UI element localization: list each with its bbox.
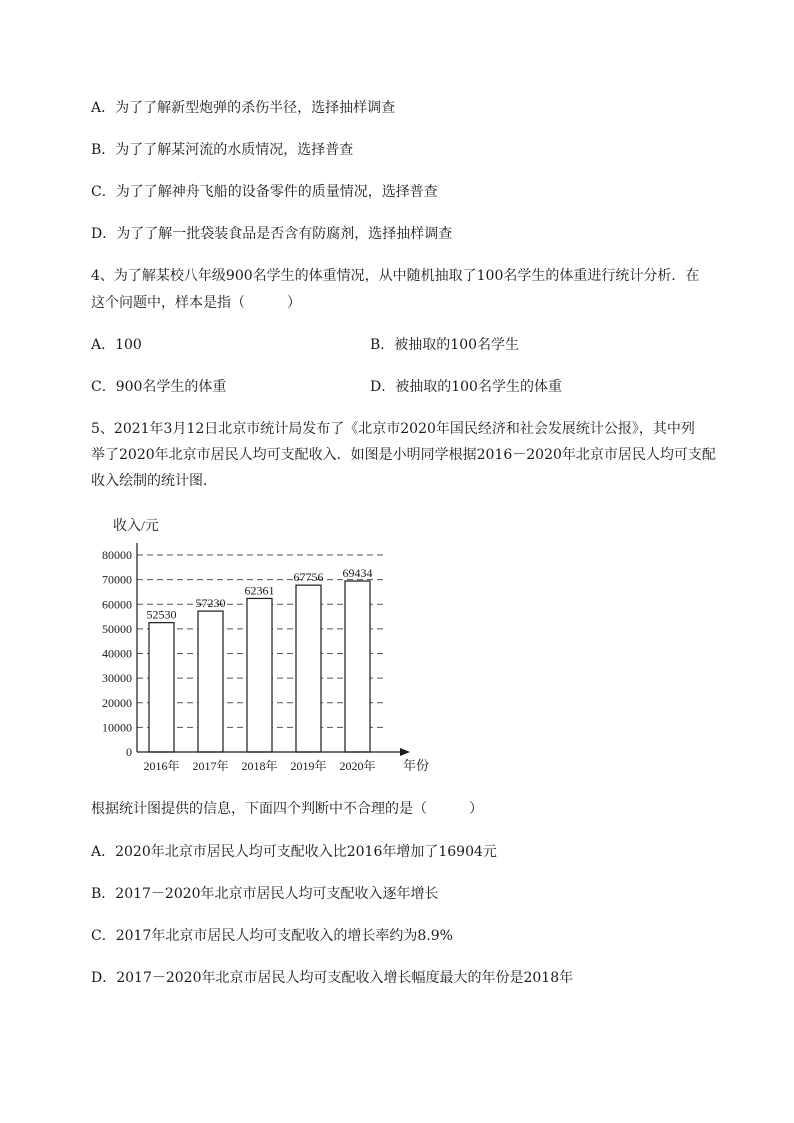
q5-option-b: B．2017－2020年北京市居民人均可支配收入逐年增长 <box>91 886 439 902</box>
y-tick-label: 50000 <box>102 621 132 636</box>
q5-stem-line2: 举了2020年北京市居民人均可支配收入．如图是小明同学根据2016－2020年北京市居民人均可支配 <box>91 447 716 463</box>
q4-option-a: A．100 <box>91 337 142 353</box>
q4-option-c: C．900名学生的体重 <box>91 379 227 395</box>
y-tick-label: 20000 <box>102 695 132 710</box>
bar <box>149 623 174 752</box>
bar <box>345 581 370 752</box>
q4-stem-line1: 4、为了解某校八年级900名学生的体重情况，从中随机抽取了100名学生的体重进行统计分析．在 <box>91 268 700 284</box>
x-tick-label: 2017年 <box>192 759 229 773</box>
q3-option-c: C．为了了解神舟飞船的设备零件的质量情况，选择普查 <box>91 184 438 200</box>
bar <box>247 598 272 752</box>
q5-option-d: D．2017－2020年北京市居民人均可支配收入增长幅度最大的年份是2018年 <box>91 970 574 986</box>
q5-option-c: C．2017年北京市居民人均可支配收入的增长率约为8.9% <box>91 928 453 944</box>
x-tick-label: 2019年 <box>290 759 327 773</box>
bar-value-label: 69434 <box>342 566 373 581</box>
y-tick-label: 80000 <box>102 548 132 562</box>
q5-stem-line1: 5、2021年3月12日北京市统计局发布了《北京市2020年国民经济和社会发展统计公报》，其中列 <box>91 421 695 437</box>
y-tick-label: 70000 <box>102 572 132 587</box>
bar-value-label: 67756 <box>293 570 324 585</box>
y-tick-label: 40000 <box>102 646 132 661</box>
x-tick-label: 2018年 <box>241 759 278 773</box>
y-tick-label: 0 <box>126 745 132 759</box>
x-tick-label: 2020年 <box>339 759 376 773</box>
q5-question: 根据统计图提供的信息，下面四个判断中不合理的是（ ） <box>91 801 483 817</box>
y-tick-label: 60000 <box>102 597 132 612</box>
x-axis-arrow <box>400 748 410 756</box>
bar <box>296 585 321 752</box>
q3-option-d: D．为了了解一批袋装食品是否含有防腐剂，选择抽样调查 <box>91 226 453 242</box>
q3-option-b: B．为了了解某河流的水质情况，选择普查 <box>91 142 354 158</box>
q5-stem-line3: 收入绘制的统计图． <box>91 473 217 489</box>
y-tick-label: 10000 <box>102 720 132 735</box>
y-axis-label: 收入/元 <box>113 519 159 534</box>
x-tick-label: 2016年 <box>143 759 180 773</box>
q3-option-a: A．为了了解新型炮弹的杀伤半径，选择抽样调查 <box>91 100 396 116</box>
q4-stem-line2: 这个问题中，样本是指（ ） <box>91 295 301 311</box>
bar-value-label: 52530 <box>146 607 177 622</box>
x-axis-label: 年份 <box>403 758 430 773</box>
q5-option-a: A．2020年北京市居民人均可支配收入比2016年增加了16904元 <box>91 844 497 860</box>
y-tick-label: 30000 <box>102 671 132 686</box>
q4-option-b: B．被抽取的100名学生 <box>370 337 520 353</box>
bar <box>198 611 223 752</box>
bar-value-label: 62361 <box>244 583 275 598</box>
q4-option-d: D．被抽取的100名学生的体重 <box>370 379 562 395</box>
bar-value-label: 57230 <box>195 596 226 611</box>
